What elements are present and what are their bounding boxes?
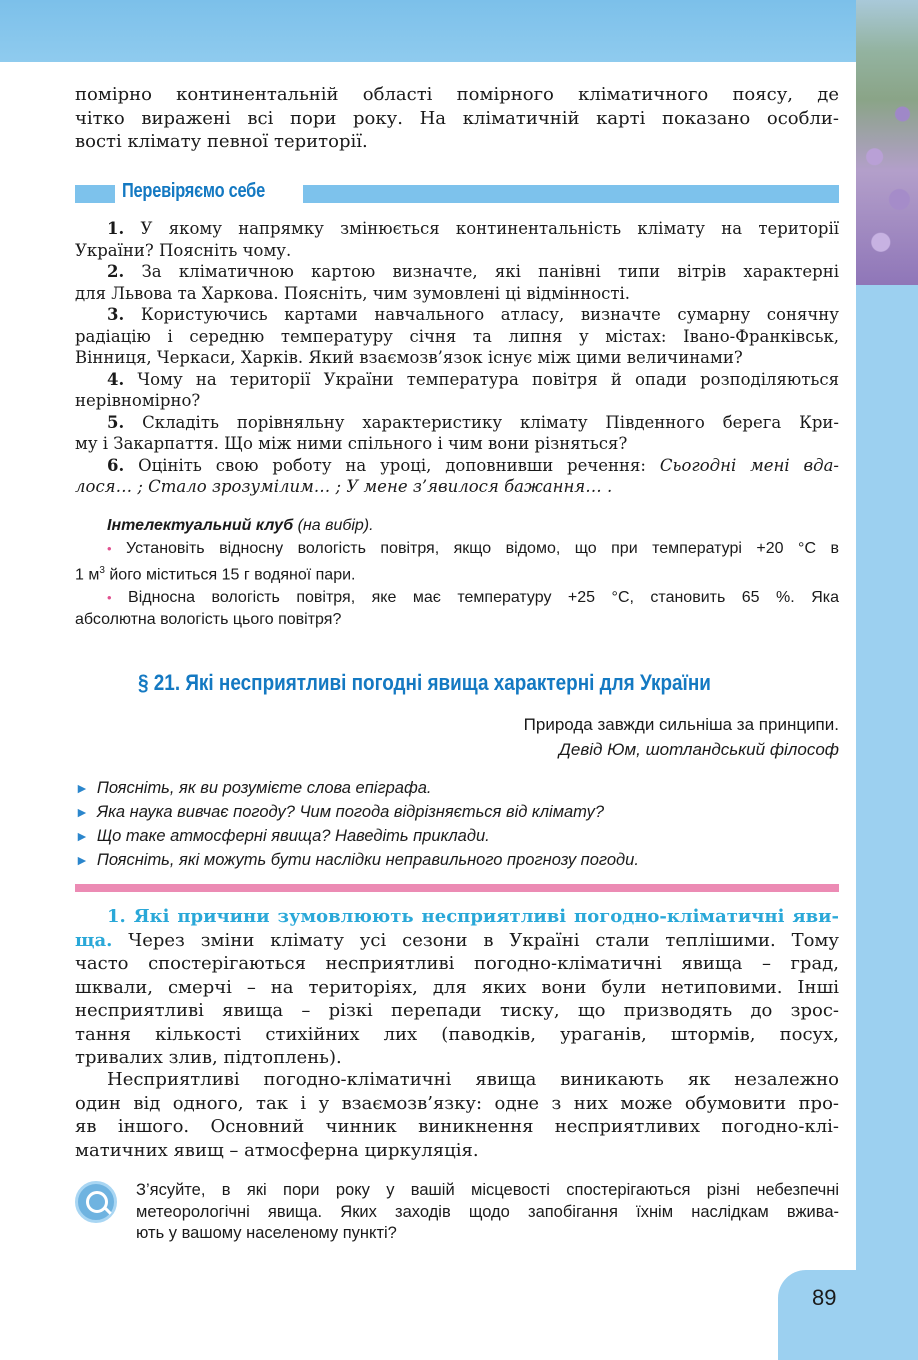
body-line: матичних явищ – атмосферна циркуляція. <box>75 1139 479 1161</box>
section-bar-left <box>75 185 115 203</box>
warmup-question: ► Поясніть, які можуть бути наслідки неправильного прогнозу погоди. <box>75 851 639 869</box>
body-line: тання кількості стихійних лих (паводків, ураганів, штормів, посух, <box>75 1023 839 1045</box>
question-6-cont: лося… ; Стало зрозумілим… ; У мене з’явилося бажання… . <box>75 477 613 496</box>
club-item-1: • Установіть відносну вологість повітря, якщо відомо, що при температурі +20 °C в <box>107 539 839 557</box>
body-line: яв іншого. Основний чинник виникнення несприятливих погодно-клі- <box>75 1116 839 1137</box>
intro-line: чітко виражені всі пори року. На кліматичній карті показано особли- <box>75 107 839 129</box>
warmup-question: ► Що таке атмосферні явища? Наведіть приклади. <box>75 827 490 845</box>
question-2: 2. За кліматичною картою визначте, які панівні типи вітрів характерні <box>107 262 839 281</box>
body-line: часто спостерігаються несприятливі погодно-кліматичні явища – град, <box>75 953 839 974</box>
body-paragraph-2 <box>75 1068 839 1162</box>
question-3: 3. Користуючись картами навчального атласу, визначте сумарну сонячну <box>107 305 839 324</box>
question-5: 5. Складіть порівняльну характеристику клімату Південного берега Кри- <box>107 412 840 432</box>
question-5-cont: му і Закарпаття. Що між ними спільного і чим вони різняться? <box>75 434 628 453</box>
page-number: 89 <box>812 1285 837 1310</box>
club-item-1-cont: 1 $м^3$ його міститься 15 г водяної пари. <box>75 565 356 584</box>
question-6: 6. Оцініть свою роботу на уроці, доповнивши речення: Сьогодні мені вда- <box>107 455 839 475</box>
paragraph-title: § 21. Які несприятливі погодні явища характерні для України <box>138 670 711 695</box>
body-line: ща. Через зміни клімату усі сезони в Україні стали теплішими. Тому <box>75 929 839 951</box>
body-paragraph-1 <box>75 905 839 1070</box>
club-item-2: • Відносна вологість повітря, яке має температуру +25 °C, становить 65 %. Яка <box>107 588 840 606</box>
body-line: Несприятливі погодно-кліматичні явища виникають як незалежно <box>107 1069 839 1090</box>
intro-paragraph <box>75 83 839 154</box>
side-strip <box>856 285 918 1270</box>
intellectual-club <box>75 515 839 632</box>
question-3-cont: Вінниця, Черкаси, Харків. Який взаємозв’язок існує між цими величинами? <box>75 348 743 367</box>
task-line: З’ясуйте, в які пори року у вашій місцевості спостерігаються різні небезпечні <box>136 1181 839 1199</box>
page-tab <box>778 1270 918 1360</box>
epigraph-author: Девід Юм, шотландський філософ <box>558 740 839 759</box>
body-line: тривалих злив, підтоплень). <box>75 1047 342 1068</box>
header-band <box>0 0 856 62</box>
body-line: шквали, смерчі – на територіях, для яких вони були нетиповими. Інші <box>75 976 839 998</box>
body-line: один від одного, так і у взаємозв’язку: одне з них може обумовити про- <box>75 1092 839 1114</box>
magnifier-icon <box>75 1181 117 1223</box>
section-title-check: Перевіряємо себе <box>122 180 265 202</box>
intro-line: помірно континентальній області помірного кліматичного поясу, де <box>75 84 839 105</box>
research-task <box>136 1180 839 1245</box>
club-heading: Інтелектуальний клуб (на вибір). <box>107 517 374 534</box>
task-line: метеорологічні явища. Яких заходів щодо запобігання їхнім наслідкам вжива- <box>136 1202 839 1221</box>
warmup-question: ► Яка наука вивчає погоду? Чим погода відрізняється від клімату? <box>75 803 604 821</box>
club-item-2-cont: абсолютна вологість цього повітря? <box>75 611 342 629</box>
task-line: ють у вашому населеному пункті? <box>136 1224 397 1242</box>
question-1-cont: України? Поясніть чому. <box>75 240 292 260</box>
warmup-questions <box>75 776 639 872</box>
section-bar-right <box>303 185 839 203</box>
intro-line: вості клімату певної території. <box>75 131 368 152</box>
question-1: 1. У якому напрямку змінюється континентальність клімату на території <box>107 219 840 238</box>
question-2-cont: для Львова та Харкова. Поясніть, чим зумовлені ці відмінності. <box>75 283 631 303</box>
question-4: 4. Чому на території України температура повітря й опади розподіляються <box>107 369 839 389</box>
subheading: 1. Які причини зумовлюють несприятливі погодно-кліматичні яви- <box>107 906 839 927</box>
questions-block <box>75 218 839 498</box>
epigraph: Природа завжди сильніша за принципи. <box>523 715 839 734</box>
divider-pink <box>75 884 839 892</box>
warmup-question: ► Поясніть, як ви розумієте слова епіграфа. <box>75 779 432 797</box>
question-3-cont: радіацію і середню температуру січня та липня у містах: Івано-Франківськ, <box>75 326 839 346</box>
question-4-cont: нерівномірно? <box>75 391 201 410</box>
side-photo-crocus-meadow <box>856 0 918 285</box>
body-line: несприятливі явища – різкі перепади тиску, що призводять до зрос- <box>75 1000 839 1021</box>
